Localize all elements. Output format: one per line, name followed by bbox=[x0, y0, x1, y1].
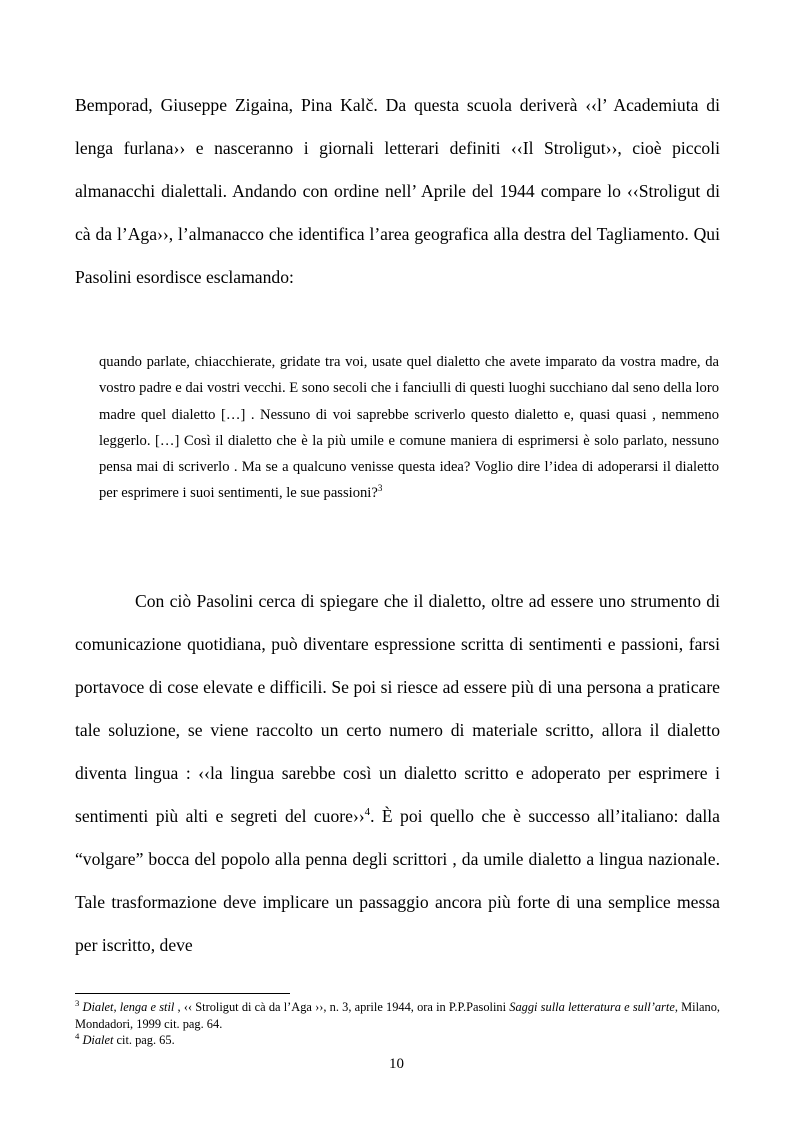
footnote-3 bbox=[75, 999, 720, 1032]
footnote-book-title: Saggi sulla letteratura e sull’arte bbox=[509, 1000, 675, 1014]
block-quote bbox=[99, 349, 719, 507]
footnote-citation: cit. pag. 65. bbox=[113, 1033, 175, 1047]
footnote-separator bbox=[75, 993, 290, 994]
page-number: 10 bbox=[389, 1056, 404, 1072]
footnote-title: Dialet, lenga e stil bbox=[82, 1000, 175, 1014]
body-paragraph-1: Bemporad, Giuseppe Zigaina, Pina Kalč. Da questa scuola deriverà ‹‹l’ Academiuta di lenga furlana›› e nasceranno i giornali letterari definiti ‹‹Il Stroligut››, cioè piccoli almanacchi dialettali. Andando con ordine nell’ Aprile del 1944 compare lo ‹‹Stroligut di cà da l’Aga››, l’almanacco che identifica l’area geografica alla destra del Tagliamento. Qui Pasolini esordisce esclamando: bbox=[75, 95, 720, 287]
footnote-ref-4[interactable]: 4 bbox=[364, 806, 371, 819]
paragraph-2-text-before: Con ciò Pasolini cerca di spiegare che il dialetto, oltre ad essere uno strumento di comunicazione quotidiana, può diventare espressione scritta di sentimenti e passioni, farsi portavoce di cose elevate e difficili. Se poi si riesce ad essere più di una persona a praticare tale soluzione, se viene raccolto un certo numero di materiale scritto, allora il dialetto diventa lingua : ‹‹la lingua sarebbe così un dialetto scritto e adoperato per esprimere i sentimenti più alti e segreti del cuore›› bbox=[75, 591, 720, 826]
footnote-title: Dialet bbox=[82, 1033, 114, 1047]
footnotes bbox=[75, 999, 720, 1049]
footnote-number: 4 bbox=[75, 1030, 80, 1041]
paragraph-2-text-after: . È poi quello che è successo all’italiano: dalla “volgare” bocca del popolo alla penna degli scrittori , da umile dialetto a lingua nazionale. Tale trasformazione deve implicare un passaggio ancora più forte di una semplice messa per iscritto, deve bbox=[75, 806, 720, 955]
body-paragraph-2 bbox=[75, 580, 720, 967]
footnote-source: , ‹‹ Stroligut di cà da l’Aga ››, n. 3, aprile 1944, ora in P.P.Pasolini bbox=[174, 1000, 510, 1014]
footnote-ref-3[interactable]: 3 bbox=[377, 483, 383, 494]
footnote-publisher: , Milano, Mondadori, 1999 cit. pag. 64. bbox=[75, 1000, 721, 1031]
footnote-number: 3 bbox=[75, 997, 80, 1008]
quote-text: quando parlate, chiacchierate, gridate tra voi, usate quel dialetto che avete imparato da vostra madre, da vostro padre e dai vostri vecchi. E sono secoli che i fanciulli di questi luoghi succhiano dal seno della loro madre quel dialetto […] . Nessuno di voi saprebbe scriverlo questo dialetto e, quasi quasi , nemmeno leggerlo. […] Così il dialetto che è la più umile e comune maniera di esprimersi è solo parlato, nessuno pensa mai di scriverlo . Ma se a qualcuno venisse questa idea? Voglio dire l’idea di adoperarsi il dialetto per esprimere i suoi sentimenti, le sue passioni? bbox=[99, 354, 719, 502]
footnote-4 bbox=[75, 1032, 720, 1049]
